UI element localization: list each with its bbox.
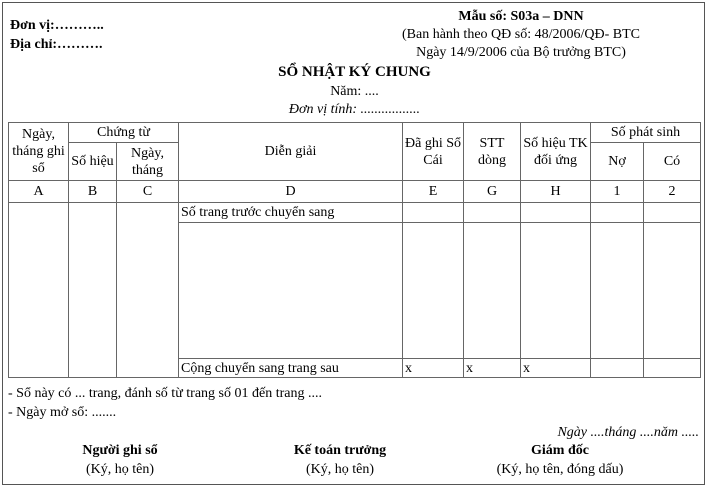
header-voucher-date-cell: Ngày, tháng xyxy=(117,143,179,181)
unit-label: Đơn vị:……….. xyxy=(10,18,104,33)
header-account-cell: Số hiệu TK đối ứng xyxy=(521,123,591,181)
table-cell xyxy=(521,203,591,223)
accountant-title: Kế toán trưởng xyxy=(293,443,387,458)
header-credit-cell: Có xyxy=(644,143,701,181)
header-line-no-cell: STT dòng xyxy=(464,123,521,181)
code-cell: D xyxy=(179,181,403,203)
sign-date-line: Ngày ....tháng ....năm ..... xyxy=(557,425,699,440)
body-date-cell xyxy=(9,203,69,378)
code-cell: A xyxy=(9,181,69,203)
table-cell xyxy=(644,359,701,378)
carried-in-row-label: Số trang trước chuyển sang xyxy=(179,203,403,223)
code-cell: H xyxy=(521,181,591,203)
currency-unit: Đơn vị tính: ................. xyxy=(288,102,421,117)
body-voucher-no-cell xyxy=(69,203,117,378)
form-code: Mẫu số: S03a – DNN xyxy=(458,9,584,24)
journal-table xyxy=(8,122,701,378)
opened-note: - Ngày mở sổ: ....... xyxy=(8,405,117,420)
code-cell: G xyxy=(464,181,521,203)
header-voucher-no-cell: Số hiệu xyxy=(69,143,117,181)
header-description-cell: Diễn giải xyxy=(179,123,403,181)
table-cell xyxy=(179,223,403,359)
table-cell xyxy=(403,223,464,359)
table-cell xyxy=(464,223,521,359)
code-cell: B xyxy=(69,181,117,203)
page-title: SỔ NHẬT KÝ CHUNG xyxy=(278,64,431,80)
code-cell: C xyxy=(117,181,179,203)
table-cell xyxy=(591,359,644,378)
table-cell xyxy=(591,203,644,223)
year-label: Năm: .... xyxy=(330,84,379,99)
table-cell xyxy=(644,223,701,359)
code-cell: 2 xyxy=(644,181,701,203)
director-title: Giám đốc xyxy=(531,443,589,458)
table-cell xyxy=(644,203,701,223)
table-cell xyxy=(403,203,464,223)
header-posted-cell: Đã ghi Sổ Cái xyxy=(403,123,464,181)
issued-date: Ngày 14/9/2006 của Bộ trưởng BTC) xyxy=(416,45,626,60)
table-cell xyxy=(464,203,521,223)
mark-cell: x xyxy=(403,359,464,378)
header-debit-cell: Nợ xyxy=(591,143,644,181)
code-cell: E xyxy=(403,181,464,203)
table-cell xyxy=(521,223,591,359)
header-amount-cell: Số phát sinh xyxy=(591,123,701,143)
address-label: Địa chỉ:………. xyxy=(10,37,103,52)
director-sign-hint: (Ký, họ tên, đóng dấu) xyxy=(496,462,624,477)
pages-note: - Sổ này có ... trang, đánh số từ trang số 01 đến trang .... xyxy=(8,386,322,401)
accountant-sign-hint: (Ký, họ tên) xyxy=(305,462,375,477)
header-date-cell: Ngày, tháng ghi sổ xyxy=(9,123,69,181)
body-voucher-date-cell xyxy=(117,203,179,378)
carried-out-row-label: Cộng chuyển sang trang sau xyxy=(179,359,403,378)
recorder-sign-hint: (Ký, họ tên) xyxy=(85,462,155,477)
issued-by: (Ban hành theo QĐ số: 48/2006/QĐ- BTC xyxy=(402,27,640,42)
mark-cell: x xyxy=(521,359,591,378)
table-cell xyxy=(591,223,644,359)
recorder-title: Người ghi sổ xyxy=(82,443,158,458)
code-cell: 1 xyxy=(591,181,644,203)
mark-cell: x xyxy=(464,359,521,378)
header-voucher-cell: Chứng từ xyxy=(69,123,179,143)
